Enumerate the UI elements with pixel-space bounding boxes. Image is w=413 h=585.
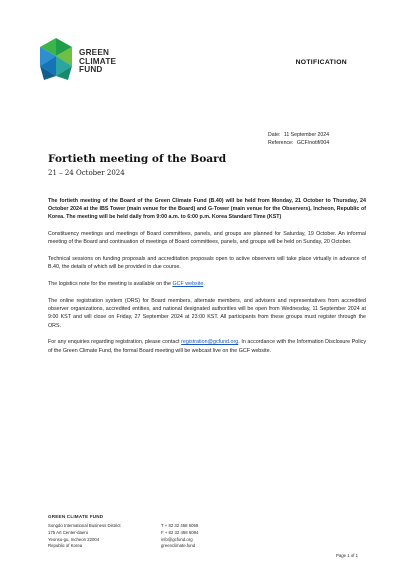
registration-email-link[interactable]: registration@gcfund.org — [181, 339, 239, 346]
reference-row — [268, 139, 331, 147]
address-line: Yeonsu-gu, Incheon 22004 — [48, 536, 100, 542]
logo-line-2: CLIMATE — [79, 56, 117, 66]
footer-contact — [161, 523, 198, 550]
gcf-logo-mark-icon — [34, 36, 78, 86]
address-line: 175 Art Center-daero — [48, 529, 89, 535]
date-label: Date: — [268, 132, 281, 138]
footer-org-name: GREEN CLIMATE FUND — [48, 514, 104, 519]
paragraph-meeting-details: The fortieth meeting of the Board of the Green Climate Fund (B.40) will be held from Monday, 21 October to Thursday, 24 October 2024 at the IBS Tower (main venue for the Board) and G-Tower (main venue for the Observers), Incheon, Republic of Korea. The meeting will be held daily from 9:00 a.m. to 6:00 p.m. Korea Standard Time (KST) — [48, 198, 366, 221]
gcf-website-link[interactable]: GCF website — [172, 281, 204, 288]
document-body — [48, 197, 366, 363]
contact-email: info@gcfund.org — [161, 536, 193, 542]
logistics-text: The logistics note for the meeting is available on the — [48, 281, 173, 288]
gcf-logo — [34, 36, 154, 96]
footer-address — [48, 523, 121, 550]
contact-fax: F + 82 32 458 6094 — [161, 529, 199, 535]
meeting-dates: 21 – 24 October 2024 — [48, 169, 125, 177]
paragraph-constituency-meetings: Constituency meetings and meetings of Board committees, panels, and groups are planned for Saturday, 19 October. An informal meeting of the Board and continuation of meetings of Board committees, panels, and groups will be held on Sunday, 20 October. — [48, 231, 366, 246]
document-meta — [268, 131, 331, 147]
logo-wordmark — [79, 49, 116, 75]
enquiries-text-end: . In accordance with the Information Disclosure Policy of the Green Climate Fund, the formal Board meeting will be webcast live on the GCF website. — [48, 339, 367, 354]
logo-line-3: FUND — [79, 65, 103, 75]
address-line: Songdo International Business District — [48, 523, 121, 528]
logistics-text-end: . — [203, 281, 205, 288]
enquiries-text: For any enquiries regarding registration, please contact — [48, 339, 182, 346]
date-value: 11 September 2024 — [283, 132, 330, 138]
reference-value: GCF/notif/004 — [296, 140, 330, 147]
paragraph-technical-sessions: Technical sessions on funding proposals and accreditation proposals open to active observers will take place virtually in advance of B.40, the details of which will be provided in due course. — [48, 256, 366, 271]
contact-phone: T + 82 32 458 6059 — [161, 523, 199, 528]
page-title: Fortieth meeting of the Board — [48, 153, 227, 165]
reference-label: Reference: — [268, 140, 294, 147]
contact-website: greenclimate.fund — [161, 543, 196, 549]
logo-line-1: GREEN — [79, 48, 110, 57]
paragraph-registration-system: The online registration system (ORS) for Board members, alternate members, and advisers and representatives from accredited observer organizations, accredited entities, and national designated authorities will be open from Wednesday, 11 September 2024 at 9:00 KST and will close on Friday, 27 September 2024 at 23:00 KST. All participants from these groups must register through the ORS. — [48, 298, 366, 329]
paragraph-enquiries — [48, 338, 366, 354]
page-footer — [48, 514, 366, 558]
document-type-label: NOTIFICATION — [295, 59, 347, 66]
page-number: Page 1 of 1 — [336, 553, 358, 558]
paragraph-logistics-note — [48, 280, 366, 288]
address-line: Republic of Korea — [48, 543, 83, 549]
date-row — [268, 131, 331, 139]
